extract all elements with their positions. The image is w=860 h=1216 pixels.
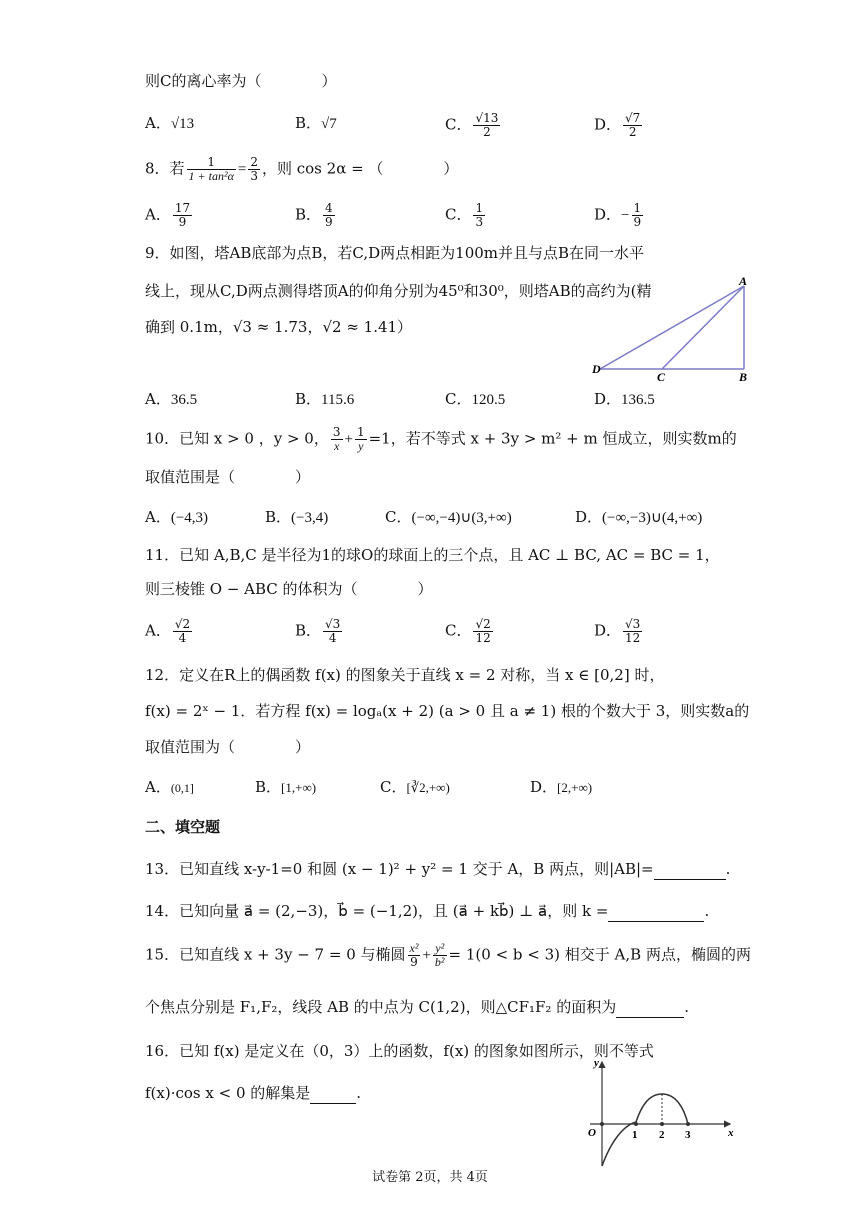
q16-line-2: f(x)·cos x < 0 的解集是 . <box>145 1084 362 1102</box>
q16-origin-label: O <box>588 1127 596 1139</box>
q13-line: 13．已知直线 x-y-1=0 和圆 (x − 1)² + y² = 1 交于 A，B 两点，则|AB|= . <box>145 860 731 878</box>
q7-stem: 则C的离心率为（ ） <box>145 72 337 90</box>
q7-option-c: C． $\frac{√13}{2}$ <box>445 111 499 139</box>
q9-option-c: C．120.5 <box>445 390 506 408</box>
q9-label-d: D <box>592 362 601 376</box>
q9-line-ca <box>662 286 744 369</box>
q8-option-b: B． $\frac{4}{9}$ <box>295 201 333 229</box>
q13-answer-blank[interactable] <box>654 863 726 880</box>
q7-option-a: A．√13 <box>145 114 195 132</box>
q9-label-b: B <box>739 370 748 384</box>
q16-point-1 <box>634 1122 638 1126</box>
q9-label-c: C <box>657 370 666 384</box>
q14-line: 14．已知向量 a⃗ = (2,−3)，b⃗ = (−1,2)，且 (a⃗ + kb⃗) ⊥ a⃗，则 k = . <box>145 902 710 920</box>
q7-option-d: D． $\frac{√7}{2}$ <box>594 111 641 139</box>
q16-tick-2: 2 <box>659 1129 665 1141</box>
q8-stem: 8．若 $\frac{1}{\text{1 + tan²α}}$ = $\frac{2}{3}$ ，则 cos 2α = （ ） <box>145 155 459 183</box>
q12-option-c: C．[∛2,+∞) <box>380 778 450 796</box>
q16-line-1: 16．已知 f(x) 是定义在（0，3）上的函数，f(x) 的图象如图所示，则不等式 <box>145 1042 654 1060</box>
page-footer: 试卷第 2页，共 4页 <box>372 1170 488 1185</box>
q16-point-0 <box>600 1122 604 1126</box>
q12-option-b: B．[1,+∞) <box>255 778 317 796</box>
q9-option-d: D．136.5 <box>594 390 655 408</box>
q9-line-3: 确到 0.1m，√3 ≈ 1.73，√2 ≈ 1.41） <box>145 318 413 336</box>
q10-line-2: 取值范围是（ ） <box>145 468 311 486</box>
q8-option-d: D．− $\frac{1}{9}$ <box>594 201 642 229</box>
q9-option-a: A．36.5 <box>145 390 198 408</box>
q15-answer-blank[interactable] <box>616 1001 684 1018</box>
q8-option-c: C． $\frac{1}{3}$ <box>445 201 484 229</box>
q11-option-c: C． $\frac{√2}{12}$ <box>445 617 491 645</box>
q14-answer-blank[interactable] <box>608 905 704 922</box>
q16-tick-1: 1 <box>632 1129 638 1141</box>
q9-label-a: A <box>739 274 748 288</box>
q10-option-c: C．(−∞,−4)∪(3,+∞) <box>385 508 512 526</box>
q11-line-2: 则三棱锥 O − ABC 的体积为（ ） <box>145 580 433 598</box>
q16-function-graph <box>582 1052 742 1170</box>
q8-option-a: A． $\frac{17}{9}$ <box>145 201 191 229</box>
q16-point-3 <box>686 1122 690 1126</box>
q11-option-d: D． $\frac{√3}{12}$ <box>594 617 641 645</box>
q12-option-a: A．(0,1] <box>145 778 194 796</box>
q16-tick-3: 3 <box>685 1129 691 1141</box>
q16-y-label: y <box>594 1057 599 1069</box>
q9-option-b: B．115.6 <box>295 390 355 408</box>
q16-answer-blank[interactable] <box>310 1087 356 1104</box>
q12-line-3: 取值范围为（ ） <box>145 738 311 756</box>
q12-line-1: 12．定义在R上的偶函数 f(x) 的图象关于直线 x = 2 对称，当 x ∈ [0,2] 时， <box>145 666 665 684</box>
q16-curve <box>602 1094 688 1166</box>
q7-option-b: B．√7 <box>295 114 337 132</box>
q9-line-2: 线上，现从C,D两点测得塔顶A的仰角分别为45⁰和30⁰，则塔AB的高约为(精 <box>145 282 652 300</box>
q16-point-2 <box>660 1122 664 1126</box>
q10-option-a: A．(−4,3) <box>145 508 209 526</box>
q9-line-da <box>600 286 744 369</box>
q12-option-d: D．[2,+∞) <box>530 778 593 796</box>
q15-line-1: 15．已知直线 x + 3y − 7 = 0 与椭圆 $\frac{\text{x²}}{9}$ + $\frac{\text{y²}}{\text{b²}}$ = 1(0 < b < 3) 相交于 A,B 两点，椭圆的两 <box>145 941 751 969</box>
q16-x-label: x <box>728 1127 734 1139</box>
q9-tower-figure <box>588 272 760 384</box>
q11-option-b: B． $\frac{√3}{4}$ <box>295 617 341 645</box>
q11-option-a: A． $\frac{√2}{4}$ <box>145 617 191 645</box>
section-fill-in-title: 二、填空题 <box>145 818 221 836</box>
q10-option-b: B．(−3,4) <box>265 508 329 526</box>
q10-option-d: D．(−∞,−3)∪(4,+∞) <box>575 508 703 526</box>
q15-line-2: 个焦点分别是 F₁,F₂，线段 AB 的中点为 C(1,2)，则△CF₁F₂ 的面积为 . <box>145 998 689 1016</box>
q12-line-2: f(x) = 2ˣ − 1．若方程 f(x) = logₐ(x + 2) (a > 0 且 a ≠ 1) 根的个数大于 3，则实数a的 <box>145 702 750 720</box>
q10-line-1: 10．已知 x > 0 ，y > 0， $\frac{3}{x}$ + $\frac{1}{y}$ =1，若不等式 x + 3y > m² + m 恒成立，则实数m的 <box>145 425 737 453</box>
q9-line-1: 9．如图，塔AB底部为点B，若C,D两点相距为100m并且与点B在同一水平 <box>145 244 645 262</box>
q11-line-1: 11．已知 A,B,C 是半径为1的球O的球面上的三个点，且 AC ⊥ BC, AC = BC = 1， <box>145 546 720 564</box>
